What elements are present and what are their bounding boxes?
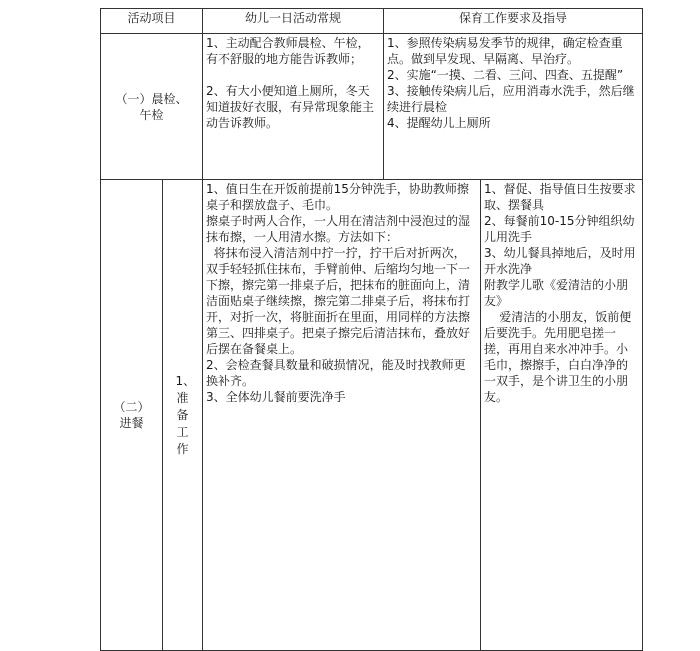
item-morning-check <box>101 34 203 180</box>
sub-item-preparation-label: 1、 准 备 工 作 <box>175 373 196 456</box>
guide-meal-text: 1、督促、指导值日生按要求取、摆餐具 2、每餐前10-15分钟组织幼儿用洗手 3、幼儿餐具掉地后，及时用开水洗净 附教学儿歌《爱清洁的小朋友》 爱清洁的小朋友，饭前便后要洗手。先用肥皂搓一搓，再用自来水冲冲手。小毛巾，擦擦手，白白净净的一双手，是个讲卫生的小朋友。 <box>484 182 636 404</box>
header-care-guidance: 保育工作要求及指导 <box>384 9 643 34</box>
routine-morning-check-text: 1、主动配合教师晨检、午检，有不舒服的地方能告诉教师； 2、有大小便知道上厕所，冬天知道拔好衣服，有异常现象能主动告诉教师。 <box>206 36 375 130</box>
sub-item-preparation <box>163 180 203 651</box>
table-row-morning-check <box>101 34 643 180</box>
guide-morning-check <box>384 34 643 180</box>
routine-meal-text: 1、值日生在开饭前提前15分钟洗手，协助教师擦桌子和摆放盘子、毛巾。 擦桌子时两人合作，一人用在清洁剂中浸泡过的湿抹布擦，一人用清水擦。方法如下： 将抹布浸入清洁剂中拧一拧，拧干后对折两次，双手轻轻抓住抹布，手臂前伸、后缩均匀地一下一下擦，擦完第一排桌子后，把抹布的脏面向上，清洁面贴桌子继续擦，擦完第二排桌子后，将抹布打开，对折一次，将脏面折在里面，用同样的方法擦第三、四排桌子。把桌子擦完后清洁抹布，叠放好后摆在备餐桌上。 2、会检查餐具数量和破损情况，能及时找教师更换补齐。 3、全体幼儿餐前要洗净手 <box>206 182 471 404</box>
routine-morning-check <box>203 34 384 180</box>
item-meal <box>101 180 163 651</box>
header-daily-routine: 幼儿一日活动常规 <box>203 9 384 34</box>
item-morning-check-label: （一）晨检、 午检 <box>115 91 188 122</box>
header-row <box>101 9 643 34</box>
guide-morning-check-text: 1、参照传染病易发季节的规律，确定检查重点。做到早发现、早隔离、早治疗。 2、实施“一摸、二看、三问、四查、五提醒” 3、接触传染病儿后，应用消毒水洗手，然后继续进行晨检 4、提醒幼儿上厕所 <box>387 36 635 130</box>
item-meal-label: （二） 进餐 <box>113 400 150 430</box>
guide-meal <box>481 180 643 651</box>
routine-table <box>100 8 643 651</box>
header-activity-item: 活动项目 <box>101 9 203 34</box>
table-row-meal <box>101 180 643 651</box>
routine-meal <box>203 180 481 651</box>
